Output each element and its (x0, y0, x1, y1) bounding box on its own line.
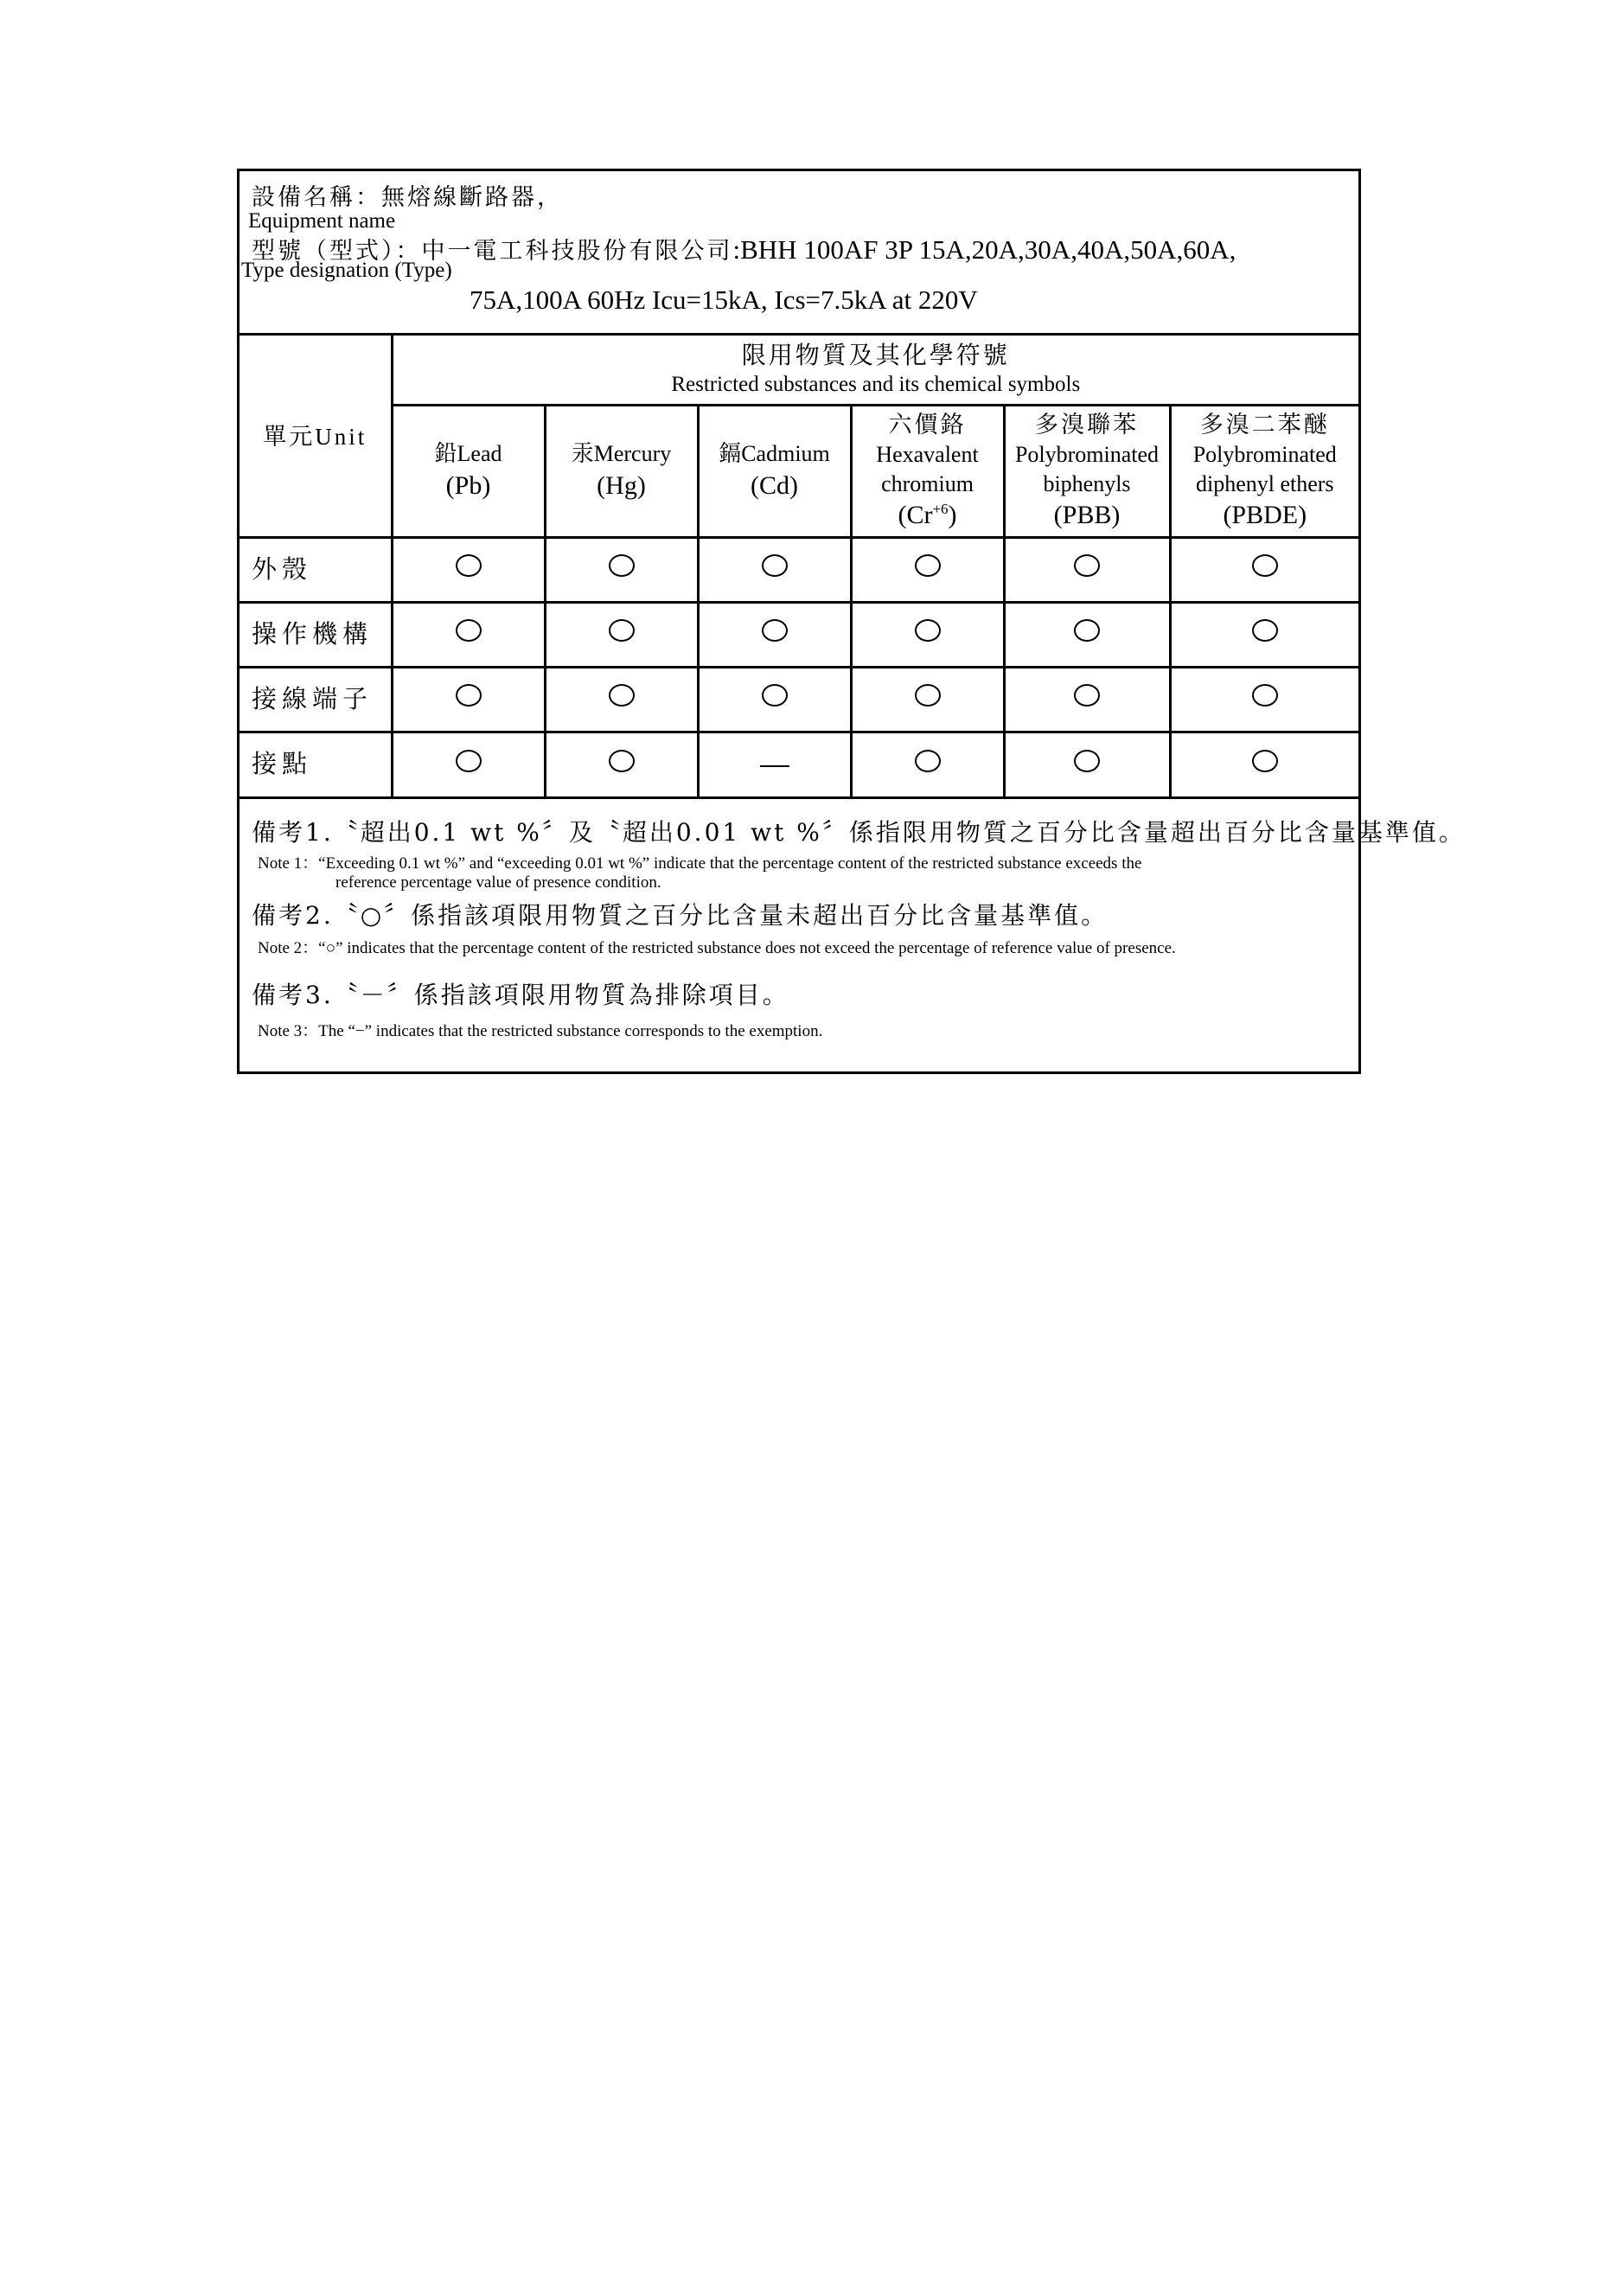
group-header-en: Restricted substances and its chemical symbols (671, 373, 1081, 397)
substances-group-header (392, 336, 1358, 405)
circle-mark-icon (456, 750, 482, 772)
unit-rows (240, 537, 1358, 797)
status-cell (1004, 732, 1170, 797)
circle-mark-icon (456, 619, 482, 642)
circle-mark-icon (915, 684, 941, 707)
status-cell (392, 667, 545, 732)
circle-mark-icon (1252, 619, 1278, 642)
equipment-label-zh: 設備名稱：無熔線斷路器， (252, 184, 563, 211)
circle-mark-icon (915, 554, 941, 577)
note-3-en: Note 3：The “−” indicates that the restricted substance corresponds to the exemption. (258, 1022, 823, 1040)
note-2-en: Note 2：“○” indicates that the percentage content of the restricted substance does not exceed the percentage of reference value of presence. (258, 939, 1176, 957)
note-1-en-cont: reference percentage value of presence condition. (335, 873, 661, 892)
status-cell (1170, 667, 1358, 732)
status-cell (392, 602, 545, 667)
substance-pbde (1170, 405, 1358, 537)
circle-mark-icon (762, 619, 788, 642)
substance-name: 鉛Lead (434, 441, 502, 467)
status-cell (392, 537, 545, 602)
circle-mark-icon (1074, 619, 1100, 642)
circle-mark-icon (915, 619, 941, 642)
group-header-zh: 限用物質及其化學符號 (741, 340, 1010, 369)
type-value-line2: 75A,100A 60Hz Icu=15kA, Ics=7.5kA at 220V (470, 285, 978, 315)
status-cell (698, 667, 851, 732)
note-1-en: Note 1：“Exceeding 0.1 wt %” and “exceeding 0.01 wt %” indicate that the percentage content of the restricted substance exceeds the (258, 854, 1142, 873)
substance-name-zh: 多溴聯苯 (1035, 411, 1139, 438)
substance-name-zh: 六價鉻 (888, 411, 967, 438)
dash-mark-icon (760, 765, 789, 767)
circle-mark-icon (762, 554, 788, 577)
equipment-header (240, 171, 1358, 336)
table-row (240, 667, 1358, 732)
symbol-superscript: +6 (932, 501, 949, 518)
substance-symbol: (Pb) (445, 470, 491, 500)
circle-mark-icon (1074, 684, 1100, 707)
substance-name-en: biphenyls (1043, 470, 1131, 496)
rohs-declaration-form (237, 169, 1466, 1074)
circle-mark-icon (609, 619, 635, 642)
status-cell (1170, 732, 1358, 797)
substance-mercury (545, 405, 698, 537)
status-cell (698, 537, 851, 602)
substance-symbol (853, 498, 1003, 532)
circle-mark-icon (609, 750, 635, 772)
substance-symbol: (Cd) (751, 470, 798, 500)
substance-symbol: (Hg) (597, 470, 646, 500)
unit-name: 操作機構 (240, 602, 392, 667)
unit-header: 單元Unit (240, 336, 392, 537)
status-cell (1170, 537, 1358, 602)
substance-symbol: (PBDE) (1223, 501, 1307, 530)
substance-name: 汞Mercury (571, 441, 672, 467)
symbol-base: (Cr (898, 501, 933, 530)
status-cell (1170, 602, 1358, 667)
circle-mark-icon (762, 684, 788, 707)
status-cell (851, 667, 1004, 732)
note-1-zh: 備考1.〝超出0.1 wt %〞及〝超出0.01 wt %〞係指限用物質之百分比含量超出百分比含量基準值。 (252, 818, 1466, 847)
table-row (240, 602, 1358, 667)
status-cell (698, 602, 851, 667)
table-row (240, 732, 1358, 797)
unit-name: 接線端子 (240, 667, 392, 732)
status-cell (545, 602, 698, 667)
substance-name: 鎘Cadmium (719, 441, 830, 467)
status-cell (545, 537, 698, 602)
type-label-zh: 型號（型式）：中一電工科技股份有限公司 (252, 238, 733, 265)
substance-cadmium (698, 405, 851, 537)
status-cell (851, 732, 1004, 797)
circle-mark-icon (1252, 750, 1278, 772)
substance-symbol: (PBB) (1053, 501, 1121, 530)
table-row (240, 537, 1358, 602)
substance-pbb (1004, 405, 1170, 537)
substance-name-en: Polybrominated (1014, 441, 1160, 467)
status-cell (545, 732, 698, 797)
status-cell (545, 667, 698, 732)
circle-mark-icon (456, 684, 482, 707)
status-cell (392, 732, 545, 797)
circle-mark-icon (456, 554, 482, 577)
status-cell (1004, 667, 1170, 732)
substance-hexavalent-chromium (851, 405, 1004, 537)
status-cell (851, 537, 1004, 602)
substance-lead (392, 405, 545, 537)
substance-name-en: chromium (881, 470, 974, 496)
status-cell (851, 602, 1004, 667)
substance-name-en: Polybrominated (1192, 441, 1337, 467)
note-3-zh: 備考3.〝－〞係指該項限用物質為排除項目。 (252, 981, 789, 1009)
status-cell (1004, 537, 1170, 602)
note-2-zh: 備考2.〝○〞係指該項限用物質之百分比含量未超出百分比含量基準值。 (252, 901, 1109, 930)
substance-name-zh: 多溴二苯醚 (1199, 411, 1330, 438)
substance-name-en: Hexavalent (876, 441, 979, 467)
restricted-substances-table (240, 336, 1358, 799)
circle-mark-icon (1074, 750, 1100, 772)
circle-mark-icon (1252, 684, 1278, 707)
substance-name-en: diphenyl ethers (1195, 470, 1334, 496)
type-value-line1: :BHH 100AF 3P 15A,20A,30A,40A,50A,60A, (732, 234, 1236, 265)
equipment-label-en: Equipment name (248, 209, 396, 233)
circle-mark-icon (1074, 554, 1100, 577)
status-cell (698, 732, 851, 797)
status-cell (1004, 602, 1170, 667)
circle-mark-icon (609, 684, 635, 707)
circle-mark-icon (609, 554, 635, 577)
symbol-close: ) (948, 501, 957, 530)
unit-name: 接點 (240, 732, 392, 797)
circle-mark-icon (915, 750, 941, 772)
circle-mark-icon (1252, 554, 1278, 577)
unit-name: 外殼 (240, 537, 392, 602)
type-label-en: Type designation (Type) (241, 259, 452, 282)
